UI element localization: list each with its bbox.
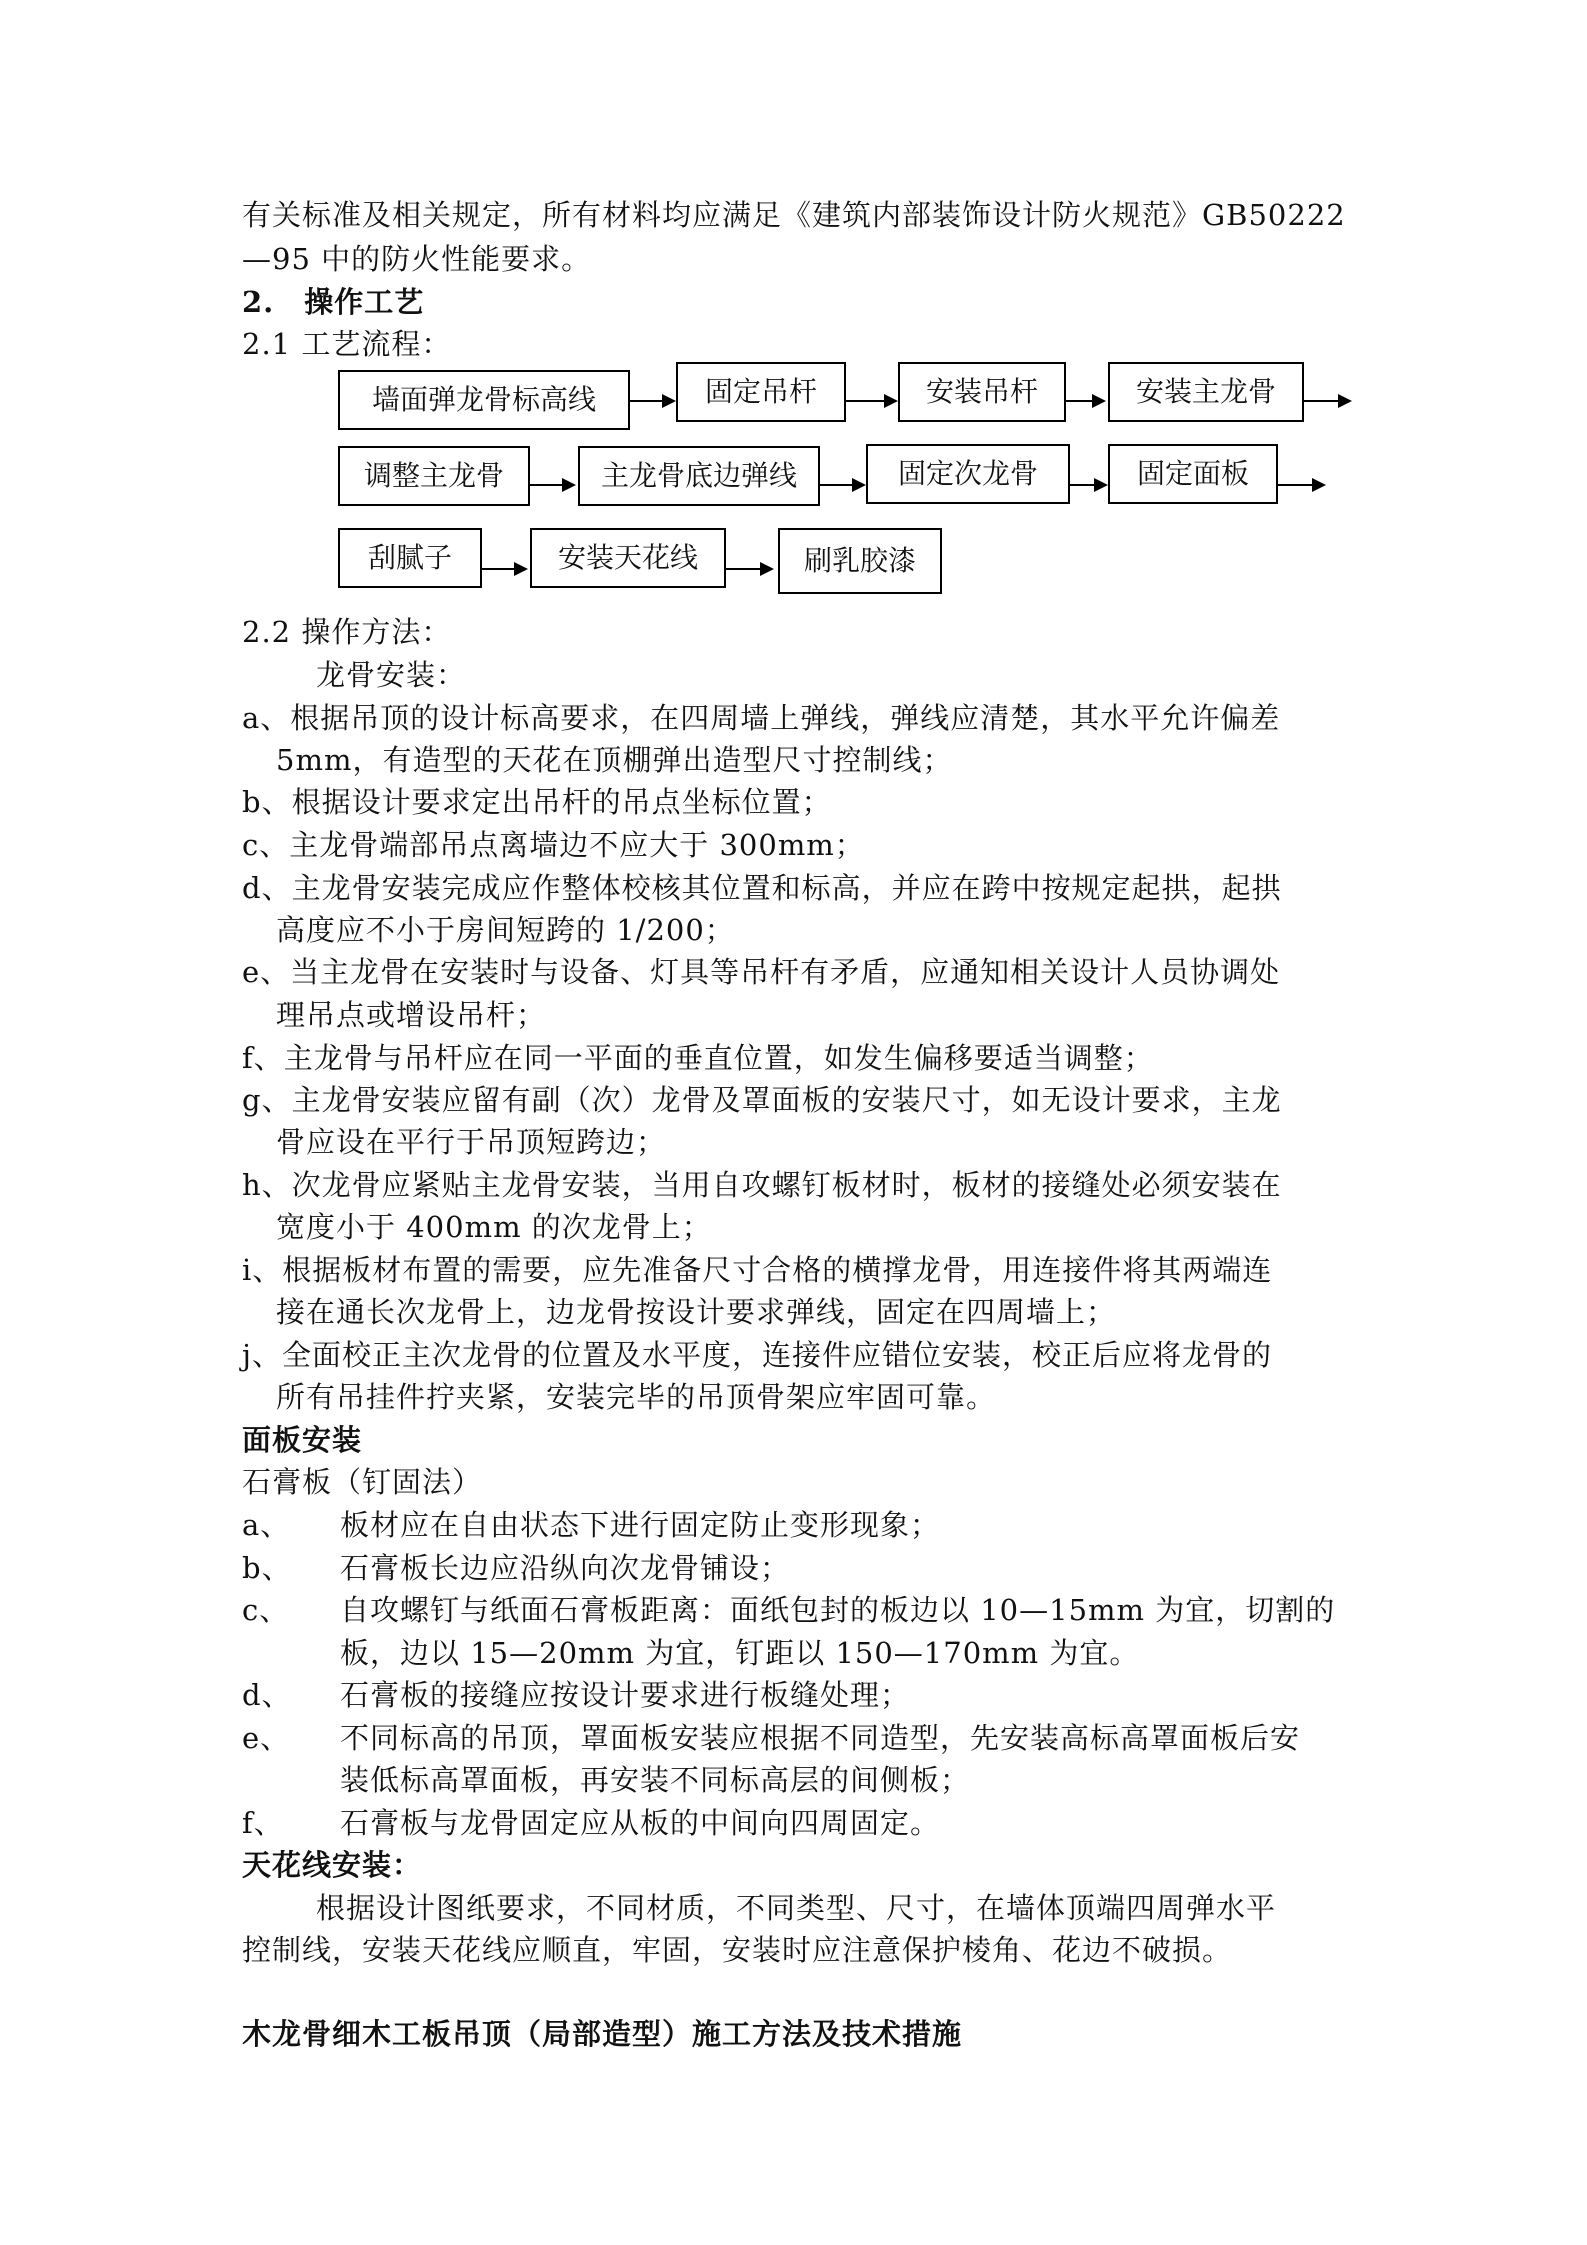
panel-item-text: 石膏板长边应沿纵向次龙骨铺设； bbox=[340, 1551, 791, 1585]
method-line: 所有吊挂件拧夹紧，安装完毕的吊顶骨架应牢固可靠。 bbox=[276, 1380, 997, 1414]
method-line: h、次龙骨应紧贴主龙骨安装，当用自攻螺钉板材时，板材的接缝处必须安装在 bbox=[242, 1168, 1282, 1202]
method-line: 5mm，有造型的天花在顶棚弹出造型尺寸控制线； bbox=[276, 743, 953, 777]
flow-arrow bbox=[726, 568, 772, 570]
panel-item-label: a、 bbox=[242, 1508, 291, 1542]
panel-item-label: e、 bbox=[242, 1721, 291, 1755]
ceiling-line-text: 根据设计图纸要求，不同材质，不同类型、尺寸，在墙体顶端四周弹水平 bbox=[316, 1891, 1277, 1925]
panel-item-text: 板材应在自由状态下进行固定防止变形现象； bbox=[340, 1508, 941, 1542]
method-line: j、全面校正主次龙骨的位置及水平度，连接件应错位安装，校正后应将龙骨的 bbox=[242, 1338, 1272, 1372]
panel-item-text: 石膏板与龙骨固定应从板的中间向四周固定。 bbox=[340, 1806, 941, 1840]
flow-step: 刷乳胶漆 bbox=[778, 528, 942, 594]
next-section-heading: 木龙骨细木工板吊顶（局部造型）施工方法及技术措施 bbox=[242, 2017, 963, 2051]
panel-heading: 面板安装 bbox=[242, 1423, 363, 1457]
panel-item-text: 自攻螺钉与纸面石膏板距离：面纸包封的板边以 10—15mm 为宜，切割的 bbox=[340, 1593, 1336, 1627]
flow-arrow bbox=[1070, 484, 1106, 486]
panel-item-label: f、 bbox=[242, 1806, 284, 1840]
panel-item-label: b、 bbox=[242, 1551, 292, 1585]
flow-arrow bbox=[530, 484, 574, 486]
method-line: c、主龙骨端部吊点离墙边不应大于 300mm； bbox=[242, 828, 865, 862]
method-line: 高度应不小于房间短跨的 1/200； bbox=[276, 913, 735, 947]
panel-subheading: 石膏板（钉固法） bbox=[242, 1465, 483, 1499]
flow-step: 刮腻子 bbox=[338, 528, 482, 588]
flow-step: 安装天花线 bbox=[530, 528, 726, 588]
flow-step: 墙面弹龙骨标高线 bbox=[338, 370, 630, 430]
flow-arrow bbox=[1066, 400, 1104, 402]
method-title: 2.2 操作方法： bbox=[242, 615, 452, 649]
panel-item-text: 不同标高的吊顶，罩面板安装应根据不同造型，先安装高标高罩面板后安 bbox=[340, 1721, 1301, 1755]
method-line: e、当主龙骨在安装时与设备、灯具等吊杆有矛盾，应通知相关设计人员协调处 bbox=[242, 955, 1281, 989]
flow-arrow bbox=[1304, 400, 1350, 402]
flow-step: 固定吊杆 bbox=[676, 362, 846, 422]
method-line: g、主龙骨安装应留有副（次）龙骨及罩面板的安装尺寸，如无设计要求，主龙 bbox=[242, 1083, 1282, 1117]
panel-item-text: 装低标高罩面板，再安装不同标高层的间侧板； bbox=[340, 1763, 971, 1797]
panel-item-text: 板，边以 15—20mm 为宜，钉距以 150—170mm 为宜。 bbox=[340, 1636, 1140, 1670]
flow-arrow bbox=[482, 568, 526, 570]
panel-item-label: c、 bbox=[242, 1593, 290, 1627]
method-subtitle: 龙骨安装： bbox=[316, 658, 467, 692]
panel-item-label: d、 bbox=[242, 1678, 292, 1712]
method-line: 理吊点或增设吊杆； bbox=[276, 998, 547, 1032]
flow-step: 固定面板 bbox=[1108, 444, 1278, 504]
flow-step: 固定次龙骨 bbox=[866, 444, 1070, 504]
section-heading: 2. 操作工艺 bbox=[242, 285, 425, 319]
intro-line-2: —95 中的防火性能要求。 bbox=[242, 242, 592, 276]
flow-title: 2.1 工艺流程： bbox=[242, 327, 452, 361]
method-line: 骨应设在平行于吊顶短跨边； bbox=[276, 1125, 667, 1159]
flow-arrow bbox=[820, 484, 864, 486]
flow-arrow bbox=[1278, 484, 1324, 486]
intro-line-1: 有关标准及相关规定，所有材料均应满足《建筑内部装饰设计防火规范》GB50222 bbox=[242, 198, 1346, 232]
flow-arrow bbox=[630, 400, 674, 402]
flow-step: 安装吊杆 bbox=[898, 362, 1066, 422]
ceiling-line-heading: 天花线安装： bbox=[242, 1848, 423, 1882]
method-line: 接在通长次龙骨上，边龙骨按设计要求弹线，固定在四周墙上； bbox=[276, 1295, 1117, 1329]
method-line: f、主龙骨与吊杆应在同一平面的垂直位置，如发生偏移要适当调整； bbox=[242, 1041, 1154, 1075]
method-line: d、主龙骨安装完成应作整体校核其位置和标高，并应在跨中按规定起拱，起拱 bbox=[242, 871, 1282, 905]
flow-arrow bbox=[846, 400, 896, 402]
flow-step: 调整主龙骨 bbox=[338, 446, 530, 506]
flow-step: 安装主龙骨 bbox=[1108, 362, 1304, 422]
method-line: i、根据板材布置的需要，应先准备尺寸合格的横撑龙骨，用连接件将其两端连 bbox=[242, 1253, 1273, 1287]
method-line: b、根据设计要求定出吊杆的吊点坐标位置； bbox=[242, 785, 832, 819]
method-line: 宽度小于 400mm 的次龙骨上； bbox=[276, 1210, 712, 1244]
method-line: a、根据吊顶的设计标高要求，在四周墙上弹线，弹线应清楚，其水平允许偏差 bbox=[242, 701, 1281, 735]
panel-item-text: 石膏板的接缝应按设计要求进行板缝处理； bbox=[340, 1678, 911, 1712]
ceiling-line-text: 控制线，安装天花线应顺直，牢固，安装时应注意保护棱角、花边不破损。 bbox=[242, 1933, 1233, 1967]
flow-step: 主龙骨底边弹线 bbox=[578, 446, 820, 506]
